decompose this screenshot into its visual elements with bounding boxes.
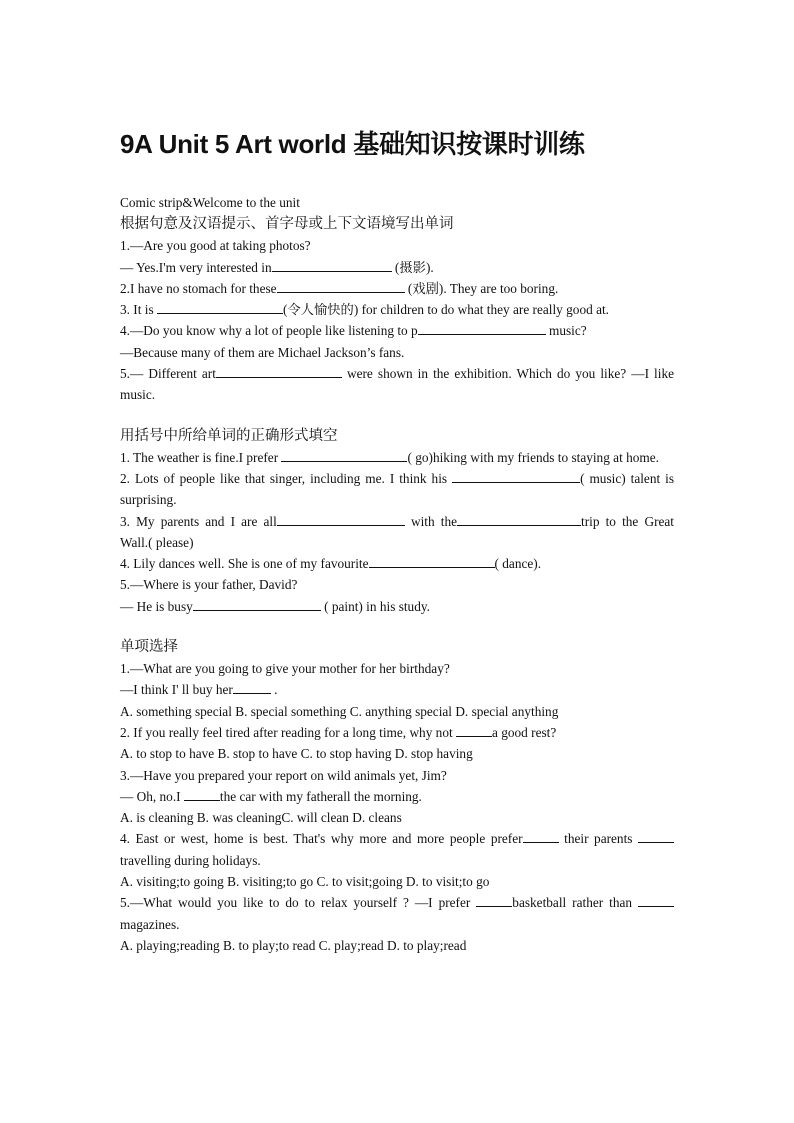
s2-question-5b: — He is busy ( paint) in his study.: [120, 596, 674, 617]
answer-blank[interactable]: [457, 511, 581, 526]
s3-question-4: 4. East or west, home is best. That's why more and more people prefer their parents travelling during holidays.: [120, 828, 674, 871]
section-subtitle: Comic strip&Welcome to the unit: [120, 195, 300, 210]
s3-question-2: 2. If you really feel tired after reading for a long time, why not a good rest?: [120, 722, 674, 743]
s3-question-5: 5.—What would you like to do to relax yourself ? —I prefer basketball rather than magazines.: [120, 892, 674, 935]
answer-blank[interactable]: [281, 447, 407, 462]
s2-question-3: 3. My parents and I are all with the trip to the Great Wall.( please): [120, 511, 674, 554]
answer-blank[interactable]: [523, 828, 559, 843]
answer-blank[interactable]: [638, 828, 674, 843]
s3-question-4-options: A. visiting;to going B. visiting;to go C. to visit;going D. to visit;to go: [120, 874, 490, 890]
s3-question-3-options: A. is cleaning B. was cleaningC. will clean D. cleans: [120, 810, 402, 826]
s1-question-1b: — Yes.I'm very interested in (摄影).: [120, 257, 674, 278]
section2-heading: 用括号中所给单词的正确形式填空: [120, 427, 338, 444]
answer-blank[interactable]: [272, 257, 392, 272]
answer-blank[interactable]: [476, 892, 512, 907]
s2-question-1: 1. The weather is fine.I prefer ( go)hiking with my friends to staying at home.: [120, 447, 674, 468]
page-title: 9A Unit 5 Art world 基础知识按课时训练: [120, 129, 585, 159]
answer-blank[interactable]: [277, 511, 405, 526]
answer-blank[interactable]: [638, 892, 674, 907]
s3-question-2-options: A. to stop to have B. stop to have C. to stop having D. stop having: [120, 746, 473, 762]
s1-question-1a: 1.—Are you good at taking photos?: [120, 238, 311, 254]
answer-blank[interactable]: [216, 363, 342, 378]
s1-question-4a: 4.—Do you know why a lot of people like listening to p music?: [120, 320, 674, 341]
answer-blank[interactable]: [193, 596, 321, 611]
s1-question-2: 2.I have no stomach for these (戏剧). They are too boring.: [120, 278, 674, 299]
answer-blank[interactable]: [369, 553, 495, 568]
answer-blank[interactable]: [456, 722, 492, 737]
answer-blank[interactable]: [452, 468, 580, 483]
s1-question-3: 3. It is (令人愉快的) for children to do what they are really good at.: [120, 299, 674, 320]
s2-question-4: 4. Lily dances well. She is one of my favourite ( dance).: [120, 553, 674, 574]
s3-question-3b: — Oh, no.I the car with my fatherall the morning.: [120, 786, 674, 807]
s3-question-3a: 3.—Have you prepared your report on wild animals yet, Jim?: [120, 767, 447, 783]
answer-blank[interactable]: [277, 278, 405, 293]
s3-question-1-options: A. something special B. special something C. anything special D. special anything: [120, 703, 559, 719]
answer-blank[interactable]: [233, 679, 271, 694]
s1-question-4b: —Because many of them are Michael Jackson’s fans.: [120, 344, 405, 360]
s3-question-1b: —I think I' ll buy her .: [120, 679, 674, 700]
s2-question-5a: 5.—Where is your father, David?: [120, 577, 298, 593]
section1-heading: 根据句意及汉语提示、首字母或上下文语境写出单词: [120, 216, 454, 233]
s2-question-2: 2. Lots of people like that singer, including me. I think his ( music) talent is surprising.: [120, 468, 674, 511]
s3-question-5-options: A. playing;reading B. to play;to read C. play;read D. to play;read: [120, 937, 467, 953]
worksheet-page: [120, 124, 674, 956]
s3-question-1a: 1.—What are you going to give your mother for her birthday?: [120, 661, 450, 677]
answer-blank[interactable]: [157, 299, 283, 314]
answer-blank[interactable]: [418, 320, 546, 335]
answer-blank[interactable]: [184, 786, 220, 801]
s1-question-5: 5.— Different art were shown in the exhibition. Which do you like? —I like music.: [120, 363, 674, 406]
section3-heading: 单项选择: [120, 639, 178, 656]
